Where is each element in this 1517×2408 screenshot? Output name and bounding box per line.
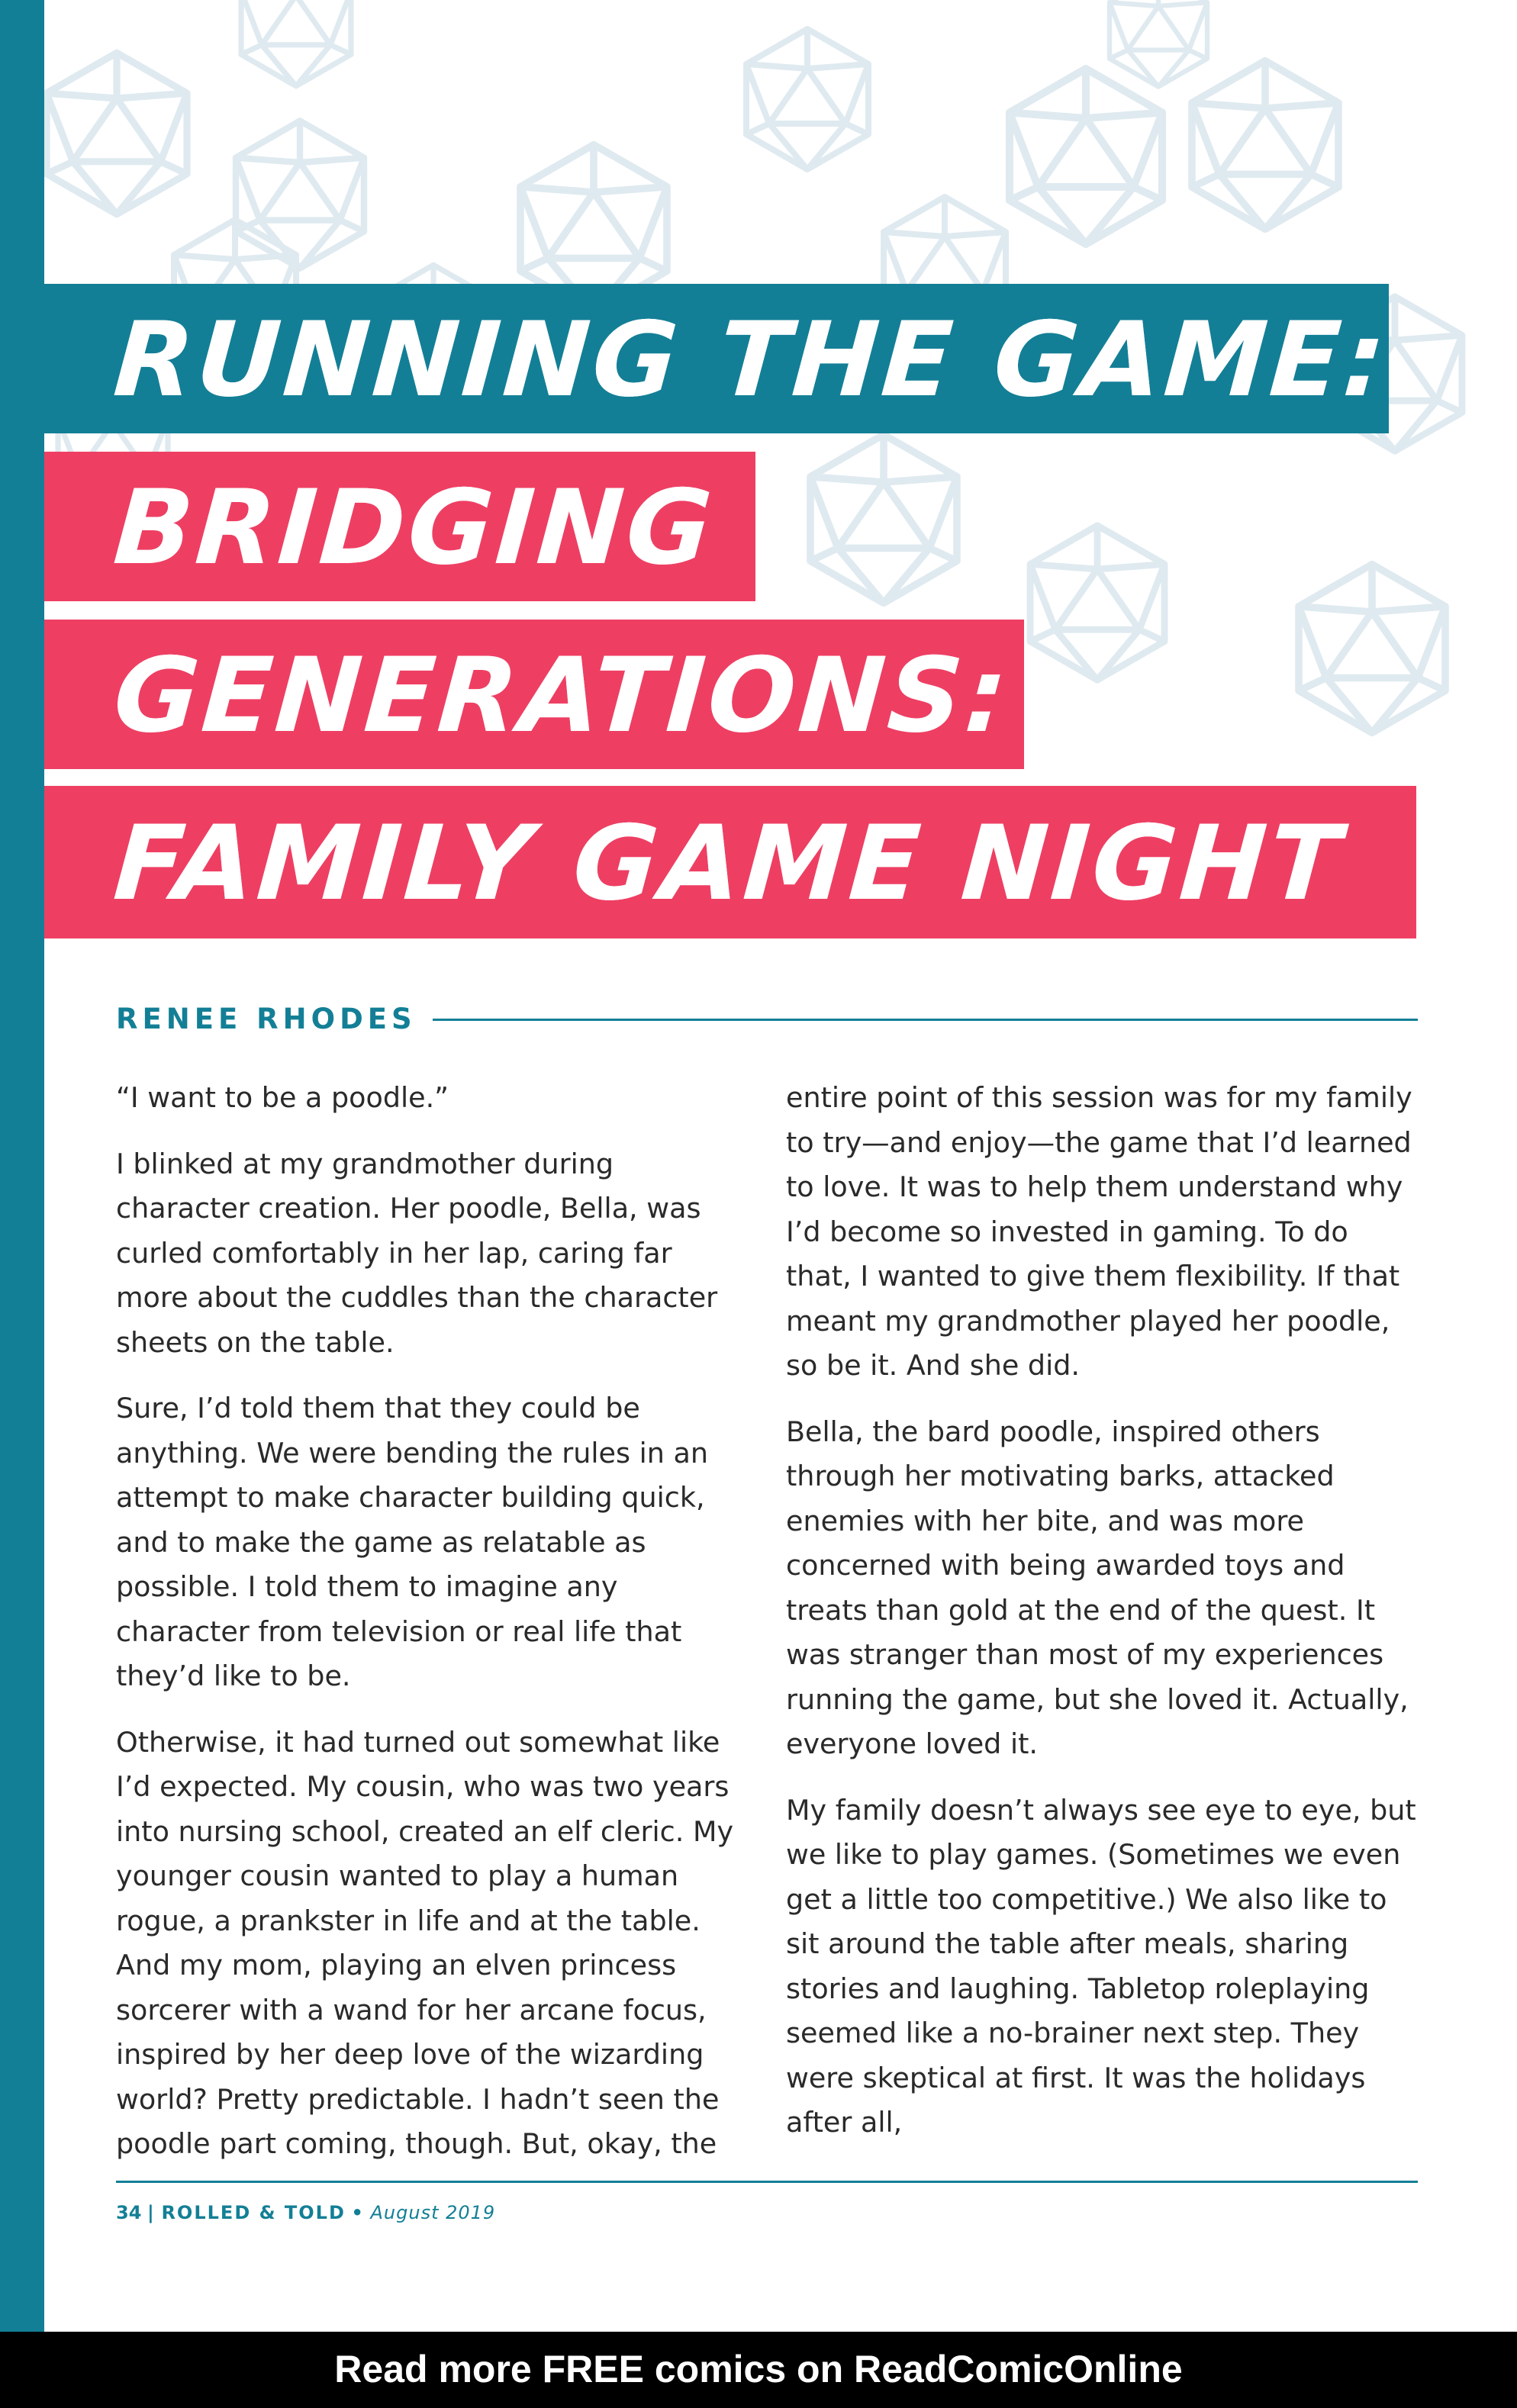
title-band-2: [44, 452, 755, 601]
byline: [116, 998, 1418, 1044]
paragraph: Otherwise, it had turned out somewhat like I’d expected. My cousin, who was two years into nursing school, created an elf cleric. My younger cousin wanted to play a human rogue, a prankster in life and at the table. And my mom, playing an elven princess sorcerer with a wand for her arcane focus, inspired by her deep love of the wizarding world? Pretty predictable. I hadn’t seen the poodle part coming, though. But, okay, the: [116, 1725, 734, 2160]
article-column-left: [116, 1076, 751, 2188]
d20-dice-icon: [1097, 0, 1219, 92]
paragraph: Sure, I’d told them that they could be anything. We were bending the rules in an attempt to make character building quick, and to make the game as relatable as possible. I told them to imagine any character from television or real life that they’d like to be.: [116, 1392, 708, 1692]
footer-separator: |: [147, 2202, 156, 2223]
footer-rule: [116, 2181, 1418, 2183]
d20-dice-icon: [1280, 557, 1464, 740]
d20-dice-icon: [731, 23, 884, 175]
d20-dice-icon: [792, 427, 975, 610]
article-column-right: [786, 1076, 1421, 2167]
byline-rule: [433, 1019, 1418, 1021]
title-line-4: FAMILY GAME NIGHT: [110, 803, 1348, 923]
author-name: RENEE RHODES: [116, 1003, 417, 1035]
title-line-1: RUNNING THE GAME:: [110, 300, 1393, 420]
page-footer: [116, 2202, 495, 2223]
d20-dice-icon: [227, 0, 365, 92]
d20-dice-icon: [29, 46, 205, 221]
issue-date: August 2019: [370, 2202, 496, 2223]
promo-banner-text[interactable]: Read more FREE comics on ReadComicOnline: [334, 2348, 1183, 2390]
paragraph: “I want to be a poodle.”: [116, 1081, 449, 1114]
paragraph: entire point of this session was for my family to try—and enjoy—the game that I’d learned to love. It was to help them understand why I’d become so invested in gaming. To do that, I wanted to give them flexibility. If that meant my grandmother played her poodle, so be it. And she did.: [786, 1081, 1412, 1382]
title-line-3: GENERATIONS:: [110, 636, 1014, 755]
title-band-3: [44, 620, 1024, 769]
title-line-2: BRIDGING: [110, 468, 719, 588]
footer-bullet: •: [351, 2202, 365, 2223]
page-number: 34: [116, 2202, 142, 2223]
promo-banner[interactable]: [0, 2332, 1517, 2408]
title-band-1: [44, 284, 1393, 433]
title-band-4: [44, 786, 1416, 938]
left-accent-bar: [0, 0, 44, 2332]
paragraph: Bella, the bard poodle, inspired others through her motivating barks, attacked enemies with her bite, and was more concerned with being awarded toys and treats than gold at the end of the quest. It was stranger than most of my experiences running the game, but she loved it. Actually, everyone loved it.: [786, 1415, 1409, 1760]
magazine-name: ROLLED & TOLD: [161, 2202, 346, 2223]
paragraph: My family doesn’t always see eye to eye, but we like to play games. (Sometimes we even get a little too competitive.) We also like to sit around the table after meals, sharing stories and laughing. Tabletop roleplaying seemed like a no-brainer next step. They were skeptical at first. It was the holidays after all,: [786, 1793, 1416, 2139]
d20-dice-icon: [1013, 519, 1181, 687]
paragraph: I blinked at my grandmother during character creation. Her poodle, Bella, was curled comfortably in her lap, caring far more about the cuddles than the character sheets on the table.: [116, 1147, 718, 1359]
